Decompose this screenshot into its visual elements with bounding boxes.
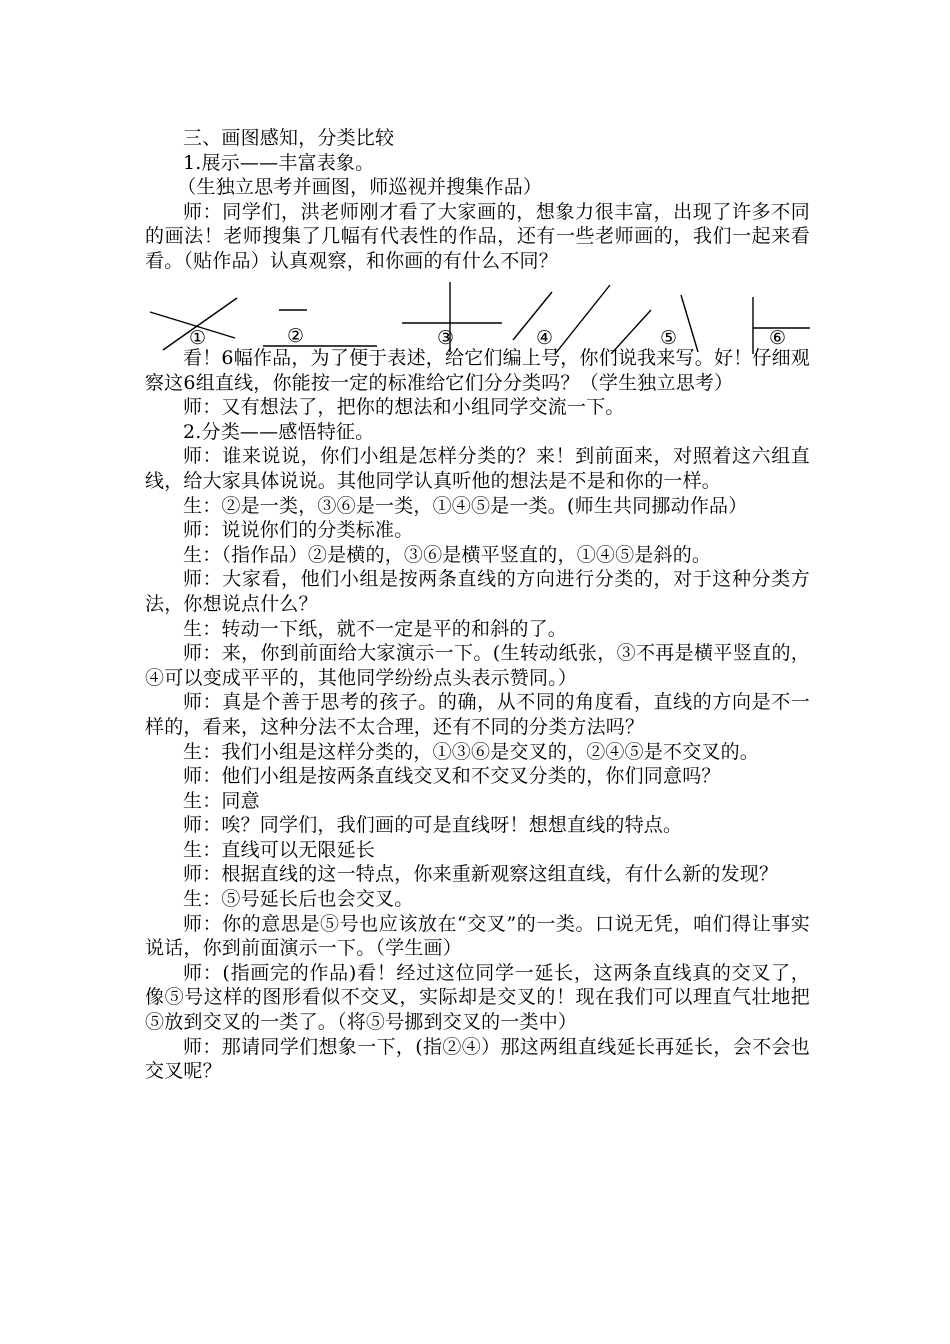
paragraph: 师：(指画完的作品)看！经过这位同学一延长，这两条直线真的交叉了，像⑤号这样的图形看似不交叉，实际却是交叉的！现在我们可以理直气壮地把⑤放到交叉的一类了。（将⑤号挪到交叉的一类中） xyxy=(145,961,810,1034)
paragraph: 生：直线可以无限延长 xyxy=(183,838,376,861)
figure-label-4: ④ xyxy=(536,327,554,349)
subheading-display: 1.展示——丰富表象。 xyxy=(183,151,375,174)
paragraph: 生：转动一下纸，就不一定是平的和斜的了。 xyxy=(183,617,568,640)
paragraph: 师：唉？同学们，我们画的可是直线呀！想想直线的特点。 xyxy=(183,814,683,837)
paragraph: 师：来，你到前面给大家演示一下。(生转动纸张，③不再是横平竖直的，④可以变成平平的，其他同学纷纷点头表示赞同。） xyxy=(145,642,810,689)
paragraph: 师：大家看，他们小组是按两条直线的方向进行分类的，对于这种分类方法，你想说点什么？ xyxy=(145,568,810,615)
figure-label-5: ⑤ xyxy=(660,327,678,349)
paragraph: 师：你的意思是⑤号也应该放在“交叉”的一类。口说无凭，咱们得让事实说话，你到前面演示一下。（学生画） xyxy=(145,912,810,960)
figure-label-1: ① xyxy=(189,327,207,349)
paragraph: 生：我们小组是这样分类的，①③⑥是交叉的，②④⑤是不交叉的。 xyxy=(183,740,760,763)
paragraph: 看！6幅作品，为了便于表述，给它们编上号，你们说我来写。好！仔细观察这6组直线，你能按一定的标准给它们分分类吗？（学生独立思考） xyxy=(145,347,810,394)
paragraph: 生：⑤号延长后也会交叉。 xyxy=(183,888,414,911)
text-block-body xyxy=(145,346,810,1084)
line-figures xyxy=(145,282,810,354)
paragraph: 师：说说你们的分类标准。 xyxy=(183,519,414,542)
paragraph: 师：根据直线的这一特点，你来重新观察这组直线，有什么新的发现？ xyxy=(183,863,779,886)
paragraph: 师：又有想法了，把你的想法和小组同学交流一下。 xyxy=(183,396,625,419)
paragraph: 师：谁来说说，你们小组是怎样分类的？来！到前面来，对照着这六组直线，给大家具体说说。其他同学认真听他的想法是不是和你的一样。 xyxy=(145,445,810,492)
paragraph: 师：那请同学们想象一下，(指②④）那这两组直线延长再延长，会不会也交叉呢？ xyxy=(145,1035,810,1083)
paragraph: 师：他们小组是按两条直线交叉和不交叉分类的，你们同意吗？ xyxy=(183,765,721,788)
figure-label-6: ⑥ xyxy=(769,327,787,349)
subheading-classify: 2.分类——感悟特征。 xyxy=(183,420,375,443)
figure-label-3: ③ xyxy=(437,327,455,349)
paragraph: 师：真是个善于思考的孩子。的确，从不同的角度看，直线的方向是不一样的，看来，这种分法不太合理，还有不同的分类方法吗？ xyxy=(145,691,810,738)
paragraph: 生：②是一类，③⑥是一类，①④⑤是一类。(师生共同挪动作品） xyxy=(183,494,748,517)
figure-label-2: ② xyxy=(287,325,305,347)
paragraph: 生：（指作品）②是横的，③⑥是横平竖直的，①④⑤是斜的。 xyxy=(183,543,712,566)
figure-4 xyxy=(513,285,610,354)
section-heading: 三、画图感知，分类比较 xyxy=(183,127,395,149)
figure-3 xyxy=(402,282,502,352)
paragraph: 生：同意 xyxy=(183,789,260,812)
figure-2 xyxy=(263,310,377,347)
paragraph: 师：同学们，洪老师刚才看了大家画的，想象力很丰富，出现了许多不同的画法！老师搜集了几幅有代表性的作品，还有一些老师画的，我们一起来看看。（贴作品）认真观察，和你画的有什么不同？ xyxy=(145,200,810,272)
text-block-top xyxy=(145,126,810,274)
figure-1 xyxy=(150,298,237,350)
paragraph: （生独立思考并画图，师巡视并搜集作品） xyxy=(177,176,543,199)
